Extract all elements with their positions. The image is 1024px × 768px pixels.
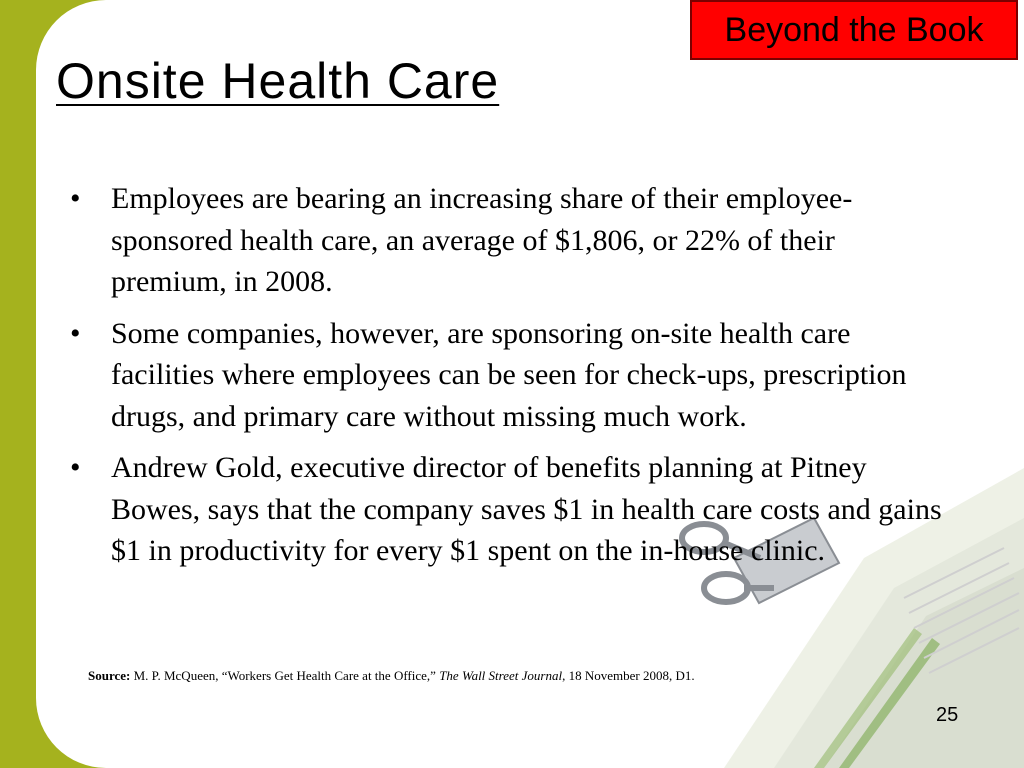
bullet-marker: •	[70, 316, 81, 350]
bullet-text: Some companies, however, are sponsoring on-site health care facilities where employees can be seen for check-ups, prescription drugs, and primary care without missing much work.	[111, 316, 907, 433]
beyond-the-book-badge: Beyond the Book	[690, 0, 1018, 60]
bullet-marker: •	[70, 451, 81, 484]
source-text-before: M. P. McQueen, “Workers Get Health Care at the Office,”	[130, 668, 440, 683]
source-label: Source:	[88, 668, 131, 683]
bullet-text: Andrew Gold, executive director of benefits planning at Pitney Bowes, says that the company saves $1 in health care costs and gains $1 in productivity for every $1 spent on the in-house clinic.	[111, 451, 942, 567]
bullet-item	[70, 447, 950, 572]
page-number: 25	[936, 704, 959, 726]
source-citation	[88, 668, 695, 684]
bullet-item	[70, 313, 950, 438]
bullet-item	[70, 178, 950, 303]
bullet-text: Employees are bearing an increasing share of their employee-sponsored health care, an average of $1,806, or 22% of their premium, in 2008.	[111, 182, 853, 298]
bullet-marker: •	[70, 182, 81, 215]
source-text-after: , 18 November 2008, D1.	[562, 668, 695, 683]
slide-title: Onsite Health Care	[56, 53, 500, 109]
source-publication: The Wall Street Journal	[439, 668, 563, 683]
bullet-list	[70, 178, 950, 582]
